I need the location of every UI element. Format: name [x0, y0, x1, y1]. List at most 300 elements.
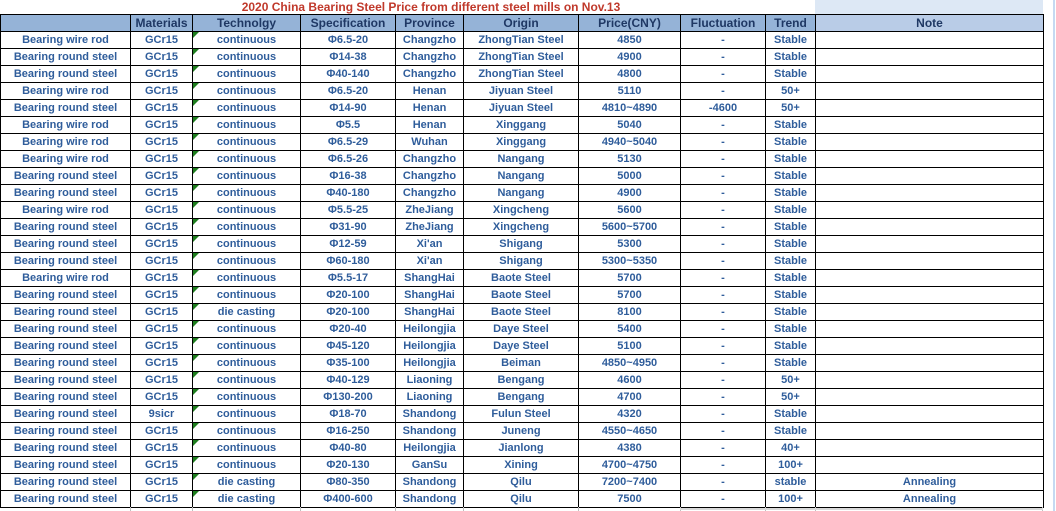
cell-technology-label: continuous — [216, 272, 277, 284]
cell-province[interactable]: Shandong — [396, 491, 464, 508]
cell-price[interactable]: 5040 — [579, 117, 681, 134]
cell-price[interactable]: 4810~4890 — [579, 100, 681, 117]
cell-fluctuation[interactable]: - — [681, 134, 766, 151]
cell-note[interactable] — [816, 66, 1044, 83]
cell-specification[interactable]: Φ6.5-20 — [301, 83, 396, 100]
cell-province[interactable]: Shandong — [396, 406, 464, 423]
cell-materials[interactable]: GCr15 — [131, 474, 193, 491]
cell-note[interactable] — [816, 423, 1044, 440]
cell-trend[interactable]: Stable — [766, 32, 816, 49]
cell-note[interactable] — [816, 32, 1044, 49]
cell-materials[interactable]: GCr15 — [131, 219, 193, 236]
cell-specification[interactable]: Φ40-129 — [301, 372, 396, 389]
cell-price[interactable]: 4900 — [579, 49, 681, 66]
column-header-specification[interactable]: Specification — [301, 15, 396, 32]
cell-fluctuation[interactable]: - — [681, 321, 766, 338]
cell-province[interactable]: ShangHai — [396, 287, 464, 304]
cell-product[interactable]: Bearing wire rod — [1, 134, 131, 151]
column-header-note[interactable]: Note — [816, 15, 1044, 32]
cell-note[interactable] — [816, 287, 1044, 304]
cell-price[interactable]: 5300 — [579, 236, 681, 253]
cell-note[interactable] — [816, 202, 1044, 219]
cell-trend[interactable]: 100+ — [766, 457, 816, 474]
cell-province[interactable]: Henan — [396, 117, 464, 134]
cell-product[interactable]: Bearing round steel — [1, 253, 131, 270]
cell-note[interactable] — [816, 49, 1044, 66]
cell-specification[interactable]: Φ20-100 — [301, 287, 396, 304]
cell-note[interactable]: Annealing — [816, 491, 1044, 508]
cell-technology[interactable] — [193, 32, 301, 49]
cell-materials[interactable]: GCr15 — [131, 321, 193, 338]
column-header-product[interactable] — [1, 15, 131, 32]
cell-product[interactable]: Bearing round steel — [1, 406, 131, 423]
cell-materials[interactable]: GCr15 — [131, 491, 193, 508]
column-header-province[interactable]: Province — [396, 15, 464, 32]
cell-note[interactable] — [816, 372, 1044, 389]
cell-product[interactable]: Bearing round steel — [1, 389, 131, 406]
cell-province[interactable]: Xi'an — [396, 253, 464, 270]
cell-price[interactable]: 8100 — [579, 304, 681, 321]
cell-origin[interactable]: Xining — [464, 457, 579, 474]
cell-trend[interactable]: Stable — [766, 287, 816, 304]
cell-province[interactable]: Heilongjia — [396, 338, 464, 355]
cell-fluctuation[interactable]: - — [681, 287, 766, 304]
cell-technology[interactable] — [193, 491, 301, 508]
cell-fluctuation[interactable]: - — [681, 219, 766, 236]
cell-product[interactable]: Bearing round steel — [1, 304, 131, 321]
cell-trend[interactable]: Stable — [766, 253, 816, 270]
cell-origin[interactable]: Shigang — [464, 253, 579, 270]
cell-specification[interactable]: Φ400-600 — [301, 491, 396, 508]
cell-price[interactable]: 4550~4650 — [579, 423, 681, 440]
cell-specification[interactable]: Φ18-70 — [301, 406, 396, 423]
cell-fluctuation[interactable]: - — [681, 372, 766, 389]
cell-product[interactable]: Bearing round steel — [1, 287, 131, 304]
cell-fluctuation[interactable]: -4600 — [681, 100, 766, 117]
cell-materials[interactable]: GCr15 — [131, 151, 193, 168]
cell-price[interactable]: 4700~4750 — [579, 457, 681, 474]
cell-province[interactable]: Changzho — [396, 66, 464, 83]
cell-origin[interactable]: Bengang — [464, 389, 579, 406]
error-flag-icon — [193, 304, 199, 310]
cell-specification[interactable]: Φ40-80 — [301, 440, 396, 457]
cell-specification[interactable]: Φ20-130 — [301, 457, 396, 474]
cell-province[interactable]: Wuhan — [396, 134, 464, 151]
cell-trend[interactable]: Stable — [766, 355, 816, 372]
cell-price[interactable]: 5100 — [579, 338, 681, 355]
cell-technology[interactable] — [193, 253, 301, 270]
cell-fluctuation[interactable]: - — [681, 474, 766, 491]
column-header-origin[interactable]: Origin — [464, 15, 579, 32]
cell-trend[interactable]: Stable — [766, 185, 816, 202]
cell-origin[interactable]: Jiyuan Steel — [464, 100, 579, 117]
column-header-price[interactable]: Price(CNY) — [579, 15, 681, 32]
cell-materials[interactable]: GCr15 — [131, 202, 193, 219]
cell-note[interactable] — [816, 304, 1044, 321]
cell-province[interactable]: Changzho — [396, 185, 464, 202]
cell-specification[interactable]: Φ6.5-20 — [301, 32, 396, 49]
cell-specification[interactable]: Φ6.5-26 — [301, 151, 396, 168]
cell-province[interactable]: Changzho — [396, 151, 464, 168]
cell-materials[interactable]: GCr15 — [131, 185, 193, 202]
column-header-technology[interactable]: Technolgy — [193, 15, 301, 32]
cell-materials[interactable]: GCr15 — [131, 253, 193, 270]
cell-technology[interactable] — [193, 49, 301, 66]
cell-note[interactable] — [816, 151, 1044, 168]
cell-materials[interactable]: GCr15 — [131, 117, 193, 134]
cell-technology[interactable] — [193, 168, 301, 185]
cell-trend[interactable]: Stable — [766, 49, 816, 66]
cell-origin[interactable]: Fulun Steel — [464, 406, 579, 423]
cell-note[interactable] — [816, 117, 1044, 134]
cell-trend[interactable]: Stable — [766, 117, 816, 134]
cell-fluctuation[interactable]: - — [681, 168, 766, 185]
cell-note[interactable] — [816, 83, 1044, 100]
cell-technology[interactable] — [193, 304, 301, 321]
cell-product[interactable]: Bearing wire rod — [1, 32, 131, 49]
cell-trend[interactable]: Stable — [766, 151, 816, 168]
cell-materials[interactable]: GCr15 — [131, 168, 193, 185]
error-flag-icon — [193, 270, 199, 276]
cell-materials[interactable]: GCr15 — [131, 236, 193, 253]
cell-trend[interactable]: 50+ — [766, 83, 816, 100]
cell-specification[interactable]: Φ6.5-29 — [301, 134, 396, 151]
cell-product[interactable]: Bearing round steel — [1, 372, 131, 389]
cell-origin[interactable]: Nangang — [464, 151, 579, 168]
cell-trend[interactable]: Stable — [766, 270, 816, 287]
cell-origin[interactable]: Xinggang — [464, 117, 579, 134]
cell-note[interactable] — [816, 270, 1044, 287]
cell-product[interactable]: Bearing round steel — [1, 355, 131, 372]
cell-technology[interactable] — [193, 406, 301, 423]
cell-materials[interactable]: GCr15 — [131, 66, 193, 83]
cell-province[interactable]: Changzho — [396, 32, 464, 49]
error-flag-icon — [193, 49, 199, 55]
cell-trend[interactable]: Stable — [766, 423, 816, 440]
cell-materials[interactable]: GCr15 — [131, 440, 193, 457]
cell-materials[interactable]: GCr15 — [131, 287, 193, 304]
cell-product[interactable]: Bearing round steel — [1, 168, 131, 185]
cell-price[interactable]: 5400 — [579, 321, 681, 338]
cell-materials[interactable]: GCr15 — [131, 270, 193, 287]
cell-materials[interactable]: GCr15 — [131, 49, 193, 66]
cell-product[interactable]: Bearing round steel — [1, 49, 131, 66]
cell-product[interactable]: Bearing round steel — [1, 66, 131, 83]
cell-technology-label: continuous — [216, 153, 277, 165]
cell-specification[interactable]: Φ40-140 — [301, 66, 396, 83]
cell-province[interactable]: Heilongjia — [396, 440, 464, 457]
cell-fluctuation[interactable]: - — [681, 491, 766, 508]
cell-province[interactable]: ZheJiang — [396, 219, 464, 236]
cell-specification[interactable]: Φ5.5-25 — [301, 202, 396, 219]
cell-materials[interactable]: GCr15 — [131, 457, 193, 474]
cell-price[interactable]: 5300~5350 — [579, 253, 681, 270]
cell-technology[interactable] — [193, 219, 301, 236]
cell-origin[interactable]: Baote Steel — [464, 270, 579, 287]
cell-price[interactable]: 4380 — [579, 440, 681, 457]
cell-product[interactable]: Bearing round steel — [1, 321, 131, 338]
cell-trend[interactable]: stable — [766, 474, 816, 491]
cell-product[interactable]: Bearing round steel — [1, 185, 131, 202]
cell-trend[interactable]: 100+ — [766, 491, 816, 508]
cell-specification[interactable]: Φ20-40 — [301, 321, 396, 338]
cell-technology[interactable] — [193, 100, 301, 117]
cell-materials[interactable]: GCr15 — [131, 389, 193, 406]
cell-trend[interactable]: 50+ — [766, 372, 816, 389]
column-header-fluctuation[interactable]: Fluctuation — [681, 15, 766, 32]
cell-note[interactable] — [816, 134, 1044, 151]
cell-province[interactable]: ShangHai — [396, 304, 464, 321]
cell-technology[interactable] — [193, 321, 301, 338]
cell-specification[interactable]: Φ45-120 — [301, 338, 396, 355]
cell-fluctuation[interactable]: - — [681, 202, 766, 219]
cell-origin[interactable]: Beiman — [464, 355, 579, 372]
cell-materials[interactable]: GCr15 — [131, 423, 193, 440]
cell-price[interactable]: 5130 — [579, 151, 681, 168]
cell-technology[interactable] — [193, 457, 301, 474]
cell-price[interactable]: 7200~7400 — [579, 474, 681, 491]
cell-technology[interactable] — [193, 355, 301, 372]
cell-product[interactable]: Bearing round steel — [1, 100, 131, 117]
cell-origin[interactable]: Xingcheng — [464, 202, 579, 219]
cell-product[interactable]: Bearing round steel — [1, 423, 131, 440]
cell-product[interactable]: Bearing wire rod — [1, 83, 131, 100]
cell-trend[interactable]: Stable — [766, 66, 816, 83]
cell-origin[interactable]: Nangang — [464, 168, 579, 185]
cell-technology[interactable] — [193, 440, 301, 457]
cell-province[interactable]: Henan — [396, 83, 464, 100]
cell-origin[interactable]: Qilu — [464, 474, 579, 491]
cell-price[interactable]: 4940~5040 — [579, 134, 681, 151]
cell-product[interactable]: Bearing wire rod — [1, 270, 131, 287]
cell-province[interactable]: Shandong — [396, 474, 464, 491]
cell-province[interactable]: Xi'an — [396, 236, 464, 253]
cell-product[interactable]: Bearing round steel — [1, 457, 131, 474]
cell-note[interactable] — [816, 338, 1044, 355]
cell-specification[interactable]: Φ130-200 — [301, 389, 396, 406]
cell-materials[interactable]: GCr15 — [131, 372, 193, 389]
cell-product[interactable]: Bearing round steel — [1, 236, 131, 253]
cell-technology[interactable] — [193, 474, 301, 491]
cell-note[interactable] — [816, 389, 1044, 406]
cell-price[interactable]: 4850 — [579, 32, 681, 49]
cell-product[interactable]: Bearing round steel — [1, 440, 131, 457]
cell-province[interactable]: Heilongjia — [396, 321, 464, 338]
cell-technology-label: continuous — [216, 238, 277, 250]
cell-province[interactable]: Shandong — [396, 423, 464, 440]
cell-specification[interactable]: Φ12-59 — [301, 236, 396, 253]
cell-province[interactable]: Liaoning — [396, 372, 464, 389]
cell-price[interactable]: 5700 — [579, 270, 681, 287]
cell-product[interactable]: Bearing wire rod — [1, 151, 131, 168]
sheet-title[interactable]: 2020 China Bearing Steel Price from different steel mills on Nov.13 — [241, 0, 621, 14]
cell-price[interactable]: 5600 — [579, 202, 681, 219]
cell-specification[interactable]: Φ40-180 — [301, 185, 396, 202]
cell-trend[interactable]: Stable — [766, 134, 816, 151]
cell-origin[interactable]: ZhongTian Steel — [464, 32, 579, 49]
cell-trend[interactable]: Stable — [766, 219, 816, 236]
cell-price[interactable]: 5700 — [579, 287, 681, 304]
cell-price[interactable]: 4800 — [579, 66, 681, 83]
cell-province[interactable]: Henan — [396, 100, 464, 117]
cell-technology[interactable] — [193, 236, 301, 253]
cell-product[interactable]: Bearing wire rod — [1, 117, 131, 134]
cell-trend[interactable]: Stable — [766, 168, 816, 185]
cell-fluctuation[interactable]: - — [681, 304, 766, 321]
cell-price[interactable]: 4320 — [579, 406, 681, 423]
cell-technology[interactable] — [193, 117, 301, 134]
cell-product[interactable]: Bearing round steel — [1, 491, 131, 508]
cell-technology[interactable] — [193, 372, 301, 389]
cell-note[interactable] — [816, 185, 1044, 202]
cell-province[interactable]: Liaoning — [396, 389, 464, 406]
cell-origin[interactable]: Baote Steel — [464, 287, 579, 304]
cell-fluctuation[interactable]: - — [681, 270, 766, 287]
cell-fluctuation[interactable]: - — [681, 406, 766, 423]
cell-materials[interactable]: 9sicr — [131, 406, 193, 423]
cell-origin[interactable]: Daye Steel — [464, 338, 579, 355]
cell-fluctuation[interactable]: - — [681, 389, 766, 406]
cell-materials[interactable]: GCr15 — [131, 338, 193, 355]
cell-province[interactable]: ZheJiang — [396, 202, 464, 219]
cell-note[interactable] — [816, 355, 1044, 372]
cutoff-row-shade — [680, 508, 1043, 510]
cell-materials[interactable]: GCr15 — [131, 83, 193, 100]
cell-fluctuation[interactable]: - — [681, 32, 766, 49]
cell-trend[interactable]: Stable — [766, 321, 816, 338]
cell-fluctuation[interactable]: - — [681, 440, 766, 457]
cell-technology[interactable] — [193, 134, 301, 151]
cell-fluctuation[interactable]: - — [681, 457, 766, 474]
cell-specification[interactable]: Φ5.5 — [301, 117, 396, 134]
cell-note[interactable] — [816, 457, 1044, 474]
cell-specification[interactable]: Φ20-100 — [301, 304, 396, 321]
cell-origin[interactable]: Daye Steel — [464, 321, 579, 338]
cell-trend[interactable]: 50+ — [766, 100, 816, 117]
cell-materials[interactable]: GCr15 — [131, 134, 193, 151]
cell-origin[interactable]: ZhongTian Steel — [464, 66, 579, 83]
cell-technology[interactable] — [193, 66, 301, 83]
cell-note[interactable] — [816, 406, 1044, 423]
cell-origin[interactable]: Baote Steel — [464, 304, 579, 321]
cell-fluctuation[interactable]: - — [681, 66, 766, 83]
cell-specification[interactable]: Φ14-90 — [301, 100, 396, 117]
cell-fluctuation[interactable]: - — [681, 117, 766, 134]
cell-specification[interactable]: Φ35-100 — [301, 355, 396, 372]
cell-origin[interactable]: Juneng — [464, 423, 579, 440]
cell-note[interactable] — [816, 440, 1044, 457]
cell-specification[interactable]: Φ16-38 — [301, 168, 396, 185]
cell-price[interactable]: 5000 — [579, 168, 681, 185]
cell-note[interactable] — [816, 236, 1044, 253]
cell-technology[interactable] — [193, 270, 301, 287]
cell-note[interactable] — [816, 321, 1044, 338]
cell-specification[interactable]: Φ80-350 — [301, 474, 396, 491]
cell-origin[interactable]: Shigang — [464, 236, 579, 253]
cell-note[interactable]: Annealing — [816, 474, 1044, 491]
cell-origin[interactable]: ZhongTian Steel — [464, 49, 579, 66]
cell-origin[interactable]: Bengang — [464, 372, 579, 389]
cell-note[interactable] — [816, 219, 1044, 236]
error-flag-icon — [193, 66, 199, 72]
cell-trend[interactable]: Stable — [766, 202, 816, 219]
cell-specification[interactable]: Φ16-250 — [301, 423, 396, 440]
cell-price[interactable]: 4700 — [579, 389, 681, 406]
cell-origin[interactable]: Xinggang — [464, 134, 579, 151]
cell-price[interactable]: 5600~5700 — [579, 219, 681, 236]
cell-trend[interactable]: Stable — [766, 406, 816, 423]
cell-specification[interactable]: Φ14-38 — [301, 49, 396, 66]
cell-technology[interactable] — [193, 151, 301, 168]
cell-note[interactable] — [816, 168, 1044, 185]
cell-specification[interactable]: Φ31-90 — [301, 219, 396, 236]
cell-technology[interactable] — [193, 83, 301, 100]
cell-technology[interactable] — [193, 423, 301, 440]
cell-note[interactable] — [816, 253, 1044, 270]
column-header-trend[interactable]: Trend — [766, 15, 816, 32]
cell-fluctuation[interactable]: - — [681, 185, 766, 202]
cell-trend[interactable]: 50+ — [766, 389, 816, 406]
cell-technology[interactable] — [193, 287, 301, 304]
cell-price[interactable]: 4900 — [579, 185, 681, 202]
cell-province[interactable]: Changzho — [396, 49, 464, 66]
cell-technology[interactable] — [193, 338, 301, 355]
cell-technology[interactable] — [193, 202, 301, 219]
cell-province[interactable]: GanSu — [396, 457, 464, 474]
cell-fluctuation[interactable]: - — [681, 355, 766, 372]
cell-product[interactable]: Bearing round steel — [1, 338, 131, 355]
cell-origin[interactable]: Jianlong — [464, 440, 579, 457]
cell-materials[interactable]: GCr15 — [131, 100, 193, 117]
cell-price[interactable]: 4850~4950 — [579, 355, 681, 372]
cell-materials[interactable]: GCr15 — [131, 304, 193, 321]
cell-price[interactable]: 4600 — [579, 372, 681, 389]
cell-trend[interactable]: Stable — [766, 236, 816, 253]
cell-province[interactable]: Heilongjia — [396, 355, 464, 372]
cell-technology[interactable] — [193, 185, 301, 202]
cell-province[interactable]: Changzho — [396, 168, 464, 185]
cell-trend[interactable]: Stable — [766, 304, 816, 321]
cell-product[interactable]: Bearing round steel — [1, 474, 131, 491]
cell-fluctuation[interactable]: - — [681, 338, 766, 355]
cell-price[interactable]: 5110 — [579, 83, 681, 100]
cell-materials[interactable]: GCr15 — [131, 355, 193, 372]
cell-origin[interactable]: Xingcheng — [464, 219, 579, 236]
cell-specification[interactable]: Φ5.5-17 — [301, 270, 396, 287]
cell-note[interactable] — [816, 100, 1044, 117]
column-header-materials[interactable]: Materials — [131, 15, 193, 32]
cell-trend[interactable]: 40+ — [766, 440, 816, 457]
cell-fluctuation[interactable]: - — [681, 49, 766, 66]
cell-fluctuation[interactable]: - — [681, 236, 766, 253]
cell-product[interactable]: Bearing wire rod — [1, 202, 131, 219]
cell-trend[interactable]: Stable — [766, 338, 816, 355]
cell-price[interactable]: 7500 — [579, 491, 681, 508]
cell-origin[interactable]: Jiyuan Steel — [464, 83, 579, 100]
cell-origin[interactable]: Qilu — [464, 491, 579, 508]
cell-materials[interactable]: GCr15 — [131, 32, 193, 49]
cell-province[interactable]: ShangHai — [396, 270, 464, 287]
cell-product[interactable]: Bearing round steel — [1, 219, 131, 236]
cell-specification[interactable]: Φ60-180 — [301, 253, 396, 270]
cell-technology[interactable] — [193, 389, 301, 406]
cell-fluctuation[interactable]: - — [681, 151, 766, 168]
cell-origin[interactable]: Nangang — [464, 185, 579, 202]
cell-fluctuation[interactable]: - — [681, 253, 766, 270]
cell-fluctuation[interactable]: - — [681, 83, 766, 100]
cell-technology-label: continuous — [216, 68, 277, 80]
cell-fluctuation[interactable]: - — [681, 423, 766, 440]
